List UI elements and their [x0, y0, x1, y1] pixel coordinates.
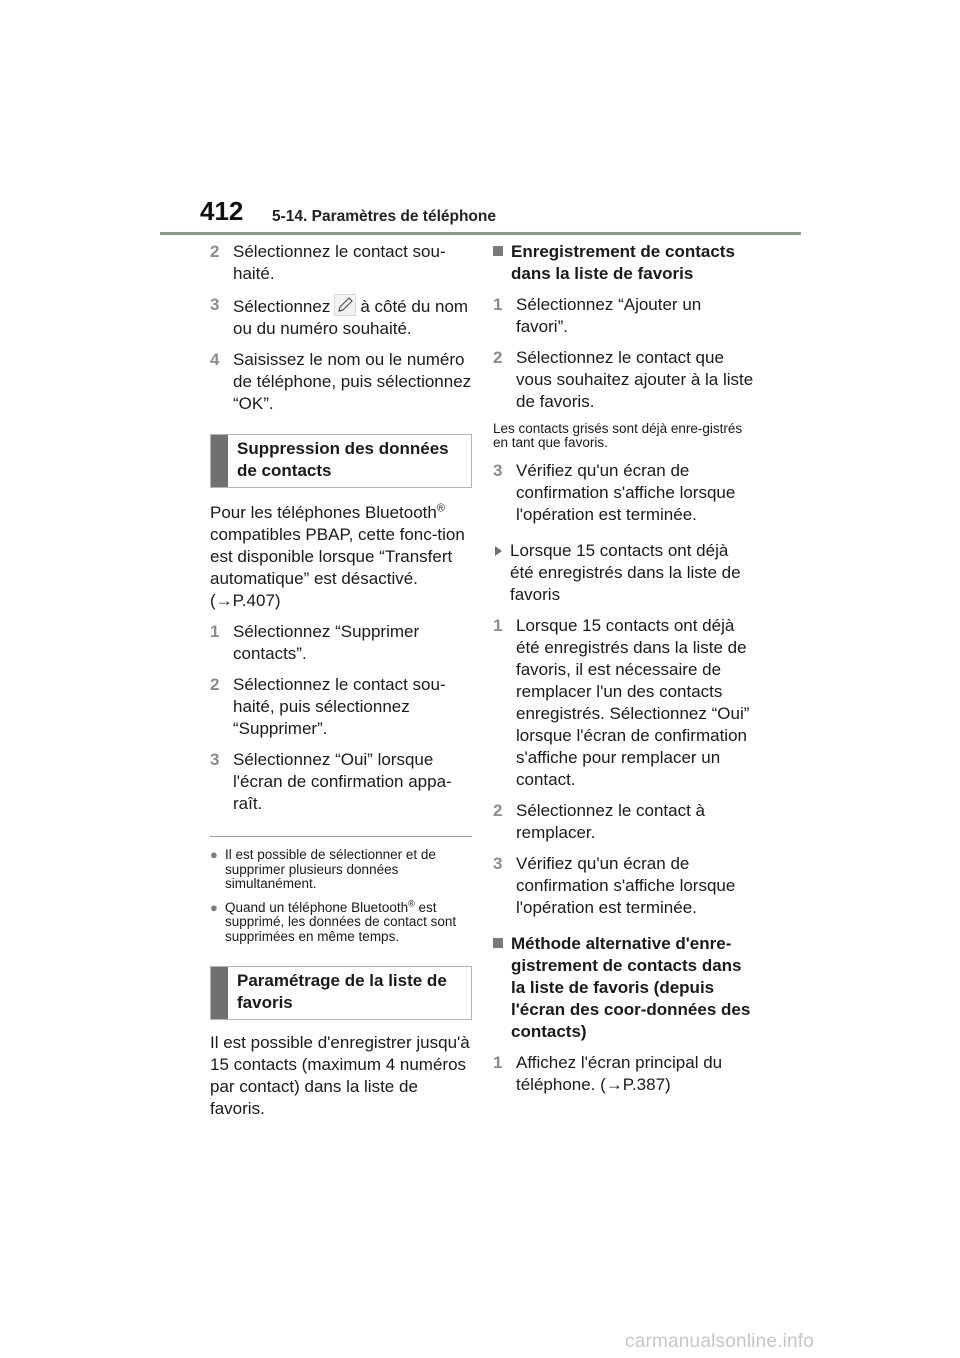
right-column	[493, 241, 755, 1105]
registered-mark: ®	[436, 502, 445, 515]
step-text: Lorsque 15 contacts ont déjà été enregistrés dans la liste de favoris, il est nécessaire de remplacer l'un des contacts enregistrés. Sélectionnez “Oui” lorsque l'écran de confirmation s'affiche pour remplacer un contact.	[516, 616, 750, 789]
pencil-icon	[334, 294, 356, 316]
bullet-dot-icon: ●	[210, 899, 218, 915]
step-item	[493, 347, 755, 413]
step-item	[210, 621, 472, 665]
step-text: Vérifiez qu'un écran de confirmation s'affiche lorsque l'opération est terminée.	[516, 854, 736, 917]
step-item	[210, 674, 472, 740]
step-number: 1	[493, 295, 503, 314]
step-text: Saisissez le nom ou le numéro de téléphone, puis sélectionnez “OK”.	[233, 350, 472, 413]
step-item	[210, 349, 472, 415]
section-heading-bar	[211, 967, 228, 1019]
step-text: Sélectionnez “Supprimer contacts”.	[233, 622, 420, 663]
section-heading	[210, 966, 472, 1020]
small-note: Les contacts grisés sont déjà enre-gistrés en tant que favoris.	[493, 421, 743, 450]
note-item: ● Il est possible de sélectionner et de supprimer plusieurs données simultanément.	[210, 847, 436, 891]
notes-divider	[210, 836, 472, 837]
step-number: 3	[210, 750, 220, 769]
section-heading	[210, 434, 472, 488]
step-text: Sélectionnez “Oui” lorsque l'écran de confirmation appa-raît.	[233, 750, 452, 813]
step-text: Sélectionnez “Ajouter un favori”.	[516, 295, 702, 336]
square-bullet-icon	[493, 246, 503, 256]
step-text: Sélectionnez le contact sou-haité.	[233, 242, 446, 283]
step-item	[493, 800, 755, 844]
chapter-title: 5-14. Paramètres de téléphone	[272, 208, 496, 225]
step-text-pre: Sélectionnez	[233, 297, 331, 316]
watermark: carmanualsonline.info	[625, 1331, 815, 1352]
step-item	[493, 615, 755, 791]
step-number: 2	[493, 801, 503, 820]
step-text: Vérifiez qu'un écran de confirmation s'affiche lorsque l'opération est terminée.	[516, 461, 736, 524]
step-text: Sélectionnez le contact sou-haité, puis sélectionnez “Supprimer”.	[233, 675, 446, 738]
step-item	[210, 241, 472, 285]
step-number: 3	[210, 295, 220, 314]
triangle-bullet-icon	[495, 546, 502, 556]
step-text-post: à côté du nom ou du numéro souhaité.	[233, 297, 469, 338]
left-column	[210, 241, 472, 1120]
section-heading-title: Paramétrage de la liste de favoris	[237, 971, 447, 1012]
step-text: Affichez l'écran principal du téléphone. (→P.387)	[516, 1053, 723, 1094]
section-paragraph: Il est possible d'enregistrer jusqu'à 15 contacts (maximum 4 numéros par contact) dans la liste de favoris.	[210, 1033, 470, 1118]
square-bullet-icon	[493, 938, 503, 948]
header-rule	[160, 232, 801, 235]
section-heading-title: Suppression des données de contacts	[237, 439, 449, 480]
step-item	[210, 749, 472, 815]
registered-mark: ®	[408, 898, 415, 908]
subheading: Enregistrement de contacts dans la liste de favoris	[493, 241, 755, 285]
section-heading-bar	[211, 435, 228, 487]
step-item	[210, 294, 472, 340]
step-item	[493, 853, 755, 919]
step-number: 2	[210, 242, 220, 261]
step-number: 2	[210, 675, 220, 694]
step-number: 1	[493, 616, 503, 635]
step-item	[493, 294, 755, 338]
step-number: 4	[210, 350, 220, 369]
step-number: 3	[493, 854, 503, 873]
step-number: 3	[493, 461, 503, 480]
step-item	[493, 460, 755, 526]
condition-heading: Lorsque 15 contacts ont déjà été enregistrés dans la liste de favoris	[493, 540, 755, 606]
bullet-dot-icon: ●	[210, 847, 218, 862]
note-item: ● Quand un téléphone Bluetooth® est supprimé, les données de contact sont supprimées en même temps.	[210, 898, 457, 944]
step-text: Sélectionnez le contact à remplacer.	[516, 801, 706, 842]
step-number: 2	[493, 348, 503, 367]
step-number: 1	[210, 622, 220, 641]
step-item	[493, 1052, 755, 1096]
step-number: 1	[493, 1053, 503, 1072]
page-number: 412	[200, 196, 244, 226]
subheading: Méthode alternative d'enre-gistrement de contacts dans la liste de favoris (depuis l'écran des coor-données des contacts)	[493, 933, 755, 1043]
step-text: Sélectionnez le contact que vous souhaitez ajouter à la liste de favoris.	[516, 348, 754, 411]
section-paragraph: Pour les téléphones Bluetooth® compatibles PBAP, cette fonc-tion est disponible lorsque “Transfert automatique” est désactivé. (→P.407)	[210, 502, 465, 610]
